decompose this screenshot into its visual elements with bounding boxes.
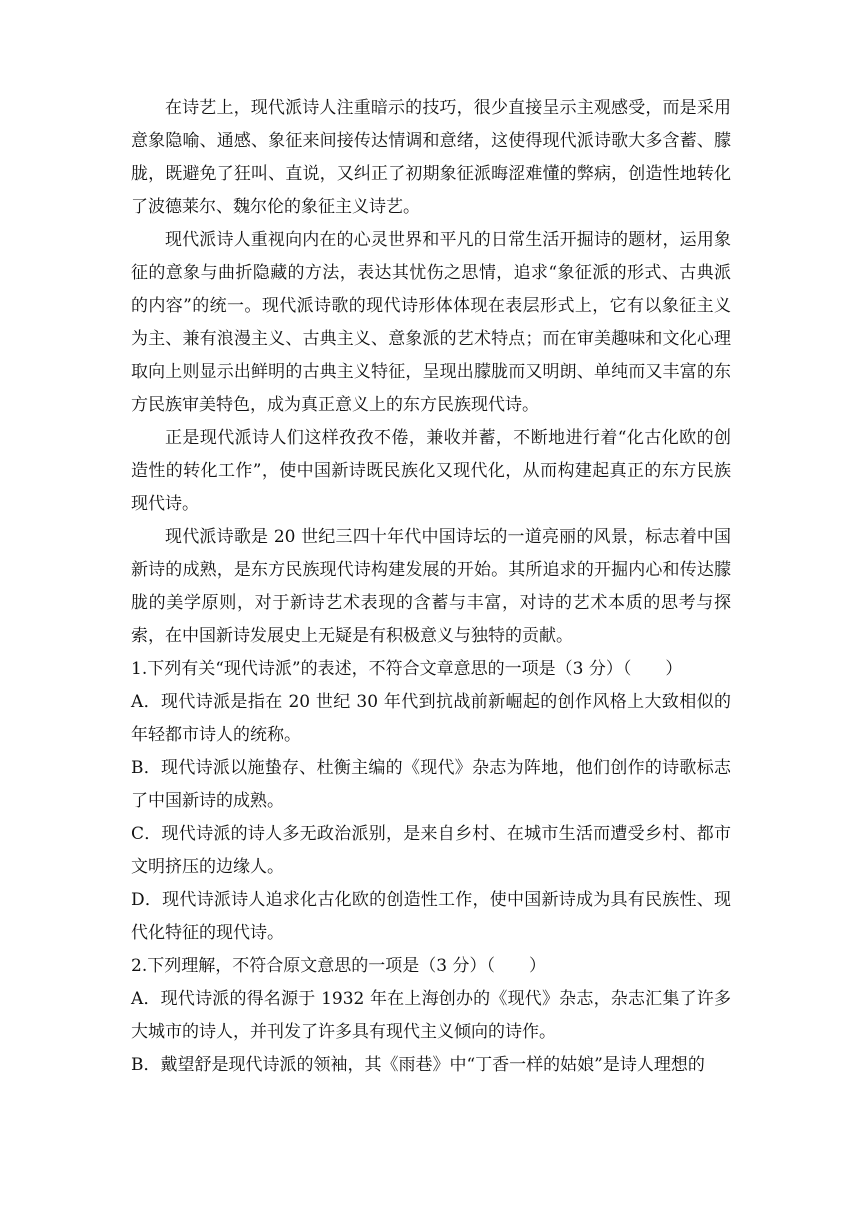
question-1-option-c: C．现代诗派的诗人多无政治派别，是来自乡村、在城市生活而遭受乡村、都市文明挤压的边缘人。 xyxy=(131,824,731,877)
question-2 xyxy=(131,950,731,1082)
question-2-stem: 2.下列理解，不符合原文意思的一项是（3 分）（ ） xyxy=(131,956,546,976)
question-1-stem: 1.下列有关“现代诗派”的表述，不符合文章意思的一项是（3 分）（ ） xyxy=(131,659,683,679)
passage-paragraph-4: 现代派诗歌是 20 世纪三四十年代中国诗坛的一道亮丽的风景，标志着中国新诗的成熟，是东方民族现代诗构建发展的开始。其所追求的开掘内心和传达朦胧的美学原则，对于新诗艺术表现的含蓄与丰富，对诗的艺术本质的思考与探索，在中国新诗发展史上无疑是有积极意义与独特的贡献。 xyxy=(131,527,731,646)
document-page xyxy=(131,92,731,1082)
question-2-option-b: B．戴望舒是现代诗派的领袖，其《雨巷》中“丁香一样的姑娘”是诗人理想的 xyxy=(131,1055,705,1075)
passage-paragraph-3: 正是现代派诗人们这样孜孜不倦，兼收并蓄，不断地进行着“化古化欧的创造性的转化工作”，使中国新诗既民族化又现代化，从而构建起真正的东方民族现代诗。 xyxy=(131,428,731,514)
passage-paragraph-1: 在诗艺上，现代派诗人注重暗示的技巧，很少直接呈示主观感受，而是采用意象隐喻、通感、象征来间接传达情调和意绪，这使得现代派诗歌大多含蓄、朦胧，既避免了狂叫、直说，又纠正了初期象征派晦涩难懂的弊病，创造性地转化了波德莱尔、魏尔伦的象征主义诗艺。 xyxy=(131,98,731,217)
question-1 xyxy=(131,653,731,950)
question-1-option-b: B．现代诗派以施蛰存、杜衡主编的《现代》杂志为阵地，他们创作的诗歌标志了中国新诗的成熟。 xyxy=(131,758,731,811)
question-1-option-a: A．现代诗派是指在 20 世纪 30 年代到抗战前新崛起的创作风格上大致相似的年轻都市诗人的统称。 xyxy=(131,692,731,745)
question-1-option-d: D．现代诗派诗人追求化古化欧的创造性工作，使中国新诗成为具有民族性、现代化特征的现代诗。 xyxy=(131,890,731,943)
question-2-option-a: A．现代诗派的得名源于 1932 年在上海创办的《现代》杂志，杂志汇集了许多大城市的诗人，并刊发了许多具有现代主义倾向的诗作。 xyxy=(131,989,731,1042)
passage-paragraph-2: 现代派诗人重视向内在的心灵世界和平凡的日常生活开掘诗的题材，运用象征的意象与曲折隐藏的方法，表达其忧伤之思情，追求“象征派的形式、古典派的内容”的统一。现代派诗歌的现代诗形体体现在表层形式上，它有以象征主义为主、兼有浪漫主义、古典主义、意象派的艺术特点；而在审美趣味和文化心理取向上则显示出鲜明的古典主义特征，呈现出朦胧而又明朗、单纯而又丰富的东方民族审美特色，成为真正意义上的东方民族现代诗。 xyxy=(131,230,731,415)
